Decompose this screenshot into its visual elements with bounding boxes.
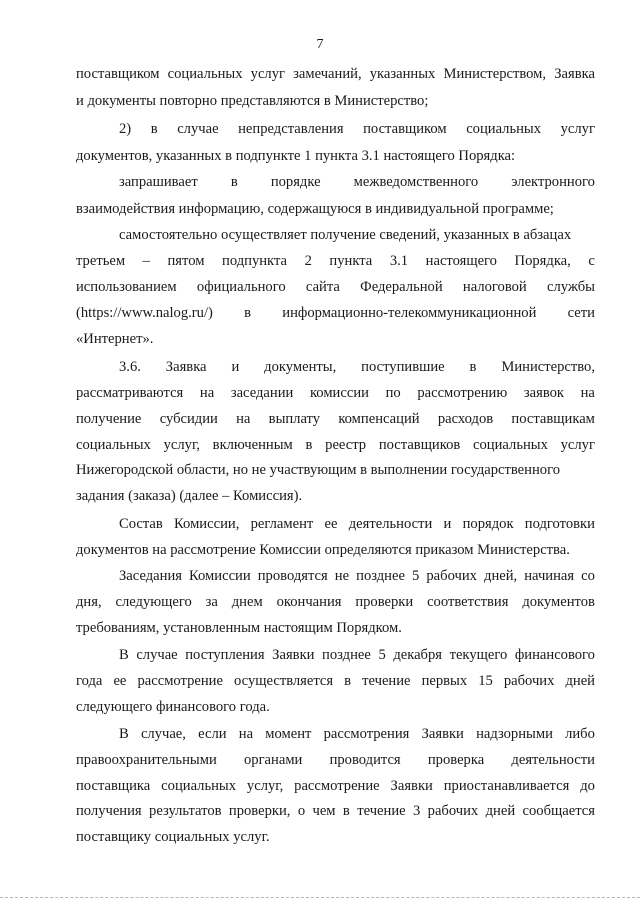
word: и	[443, 516, 452, 532]
word: Федеральной	[360, 279, 443, 295]
text-line	[76, 620, 595, 638]
word: Комиссии	[189, 568, 251, 584]
word: течение	[362, 673, 411, 689]
word: Министерством,	[443, 66, 547, 82]
word: услуг	[250, 66, 285, 82]
word: либо	[565, 726, 595, 742]
word: (https://www.nalog.ru/)	[76, 305, 213, 321]
word: сообщается	[522, 803, 595, 819]
word: социальных	[466, 121, 542, 137]
word: сети	[567, 305, 595, 321]
word: на	[199, 385, 215, 401]
text-line	[76, 174, 595, 192]
word: Порядка,	[514, 253, 571, 269]
word: В	[119, 726, 129, 742]
text-line	[76, 726, 595, 744]
word: финансового	[514, 647, 595, 663]
text-line	[76, 542, 595, 560]
text-line	[76, 359, 595, 377]
line-text: документов, указанных в подпункте 1 пункта 3.1 настоящего Порядка:	[76, 148, 516, 164]
text-line	[76, 227, 595, 245]
text-line	[76, 803, 595, 821]
word: результатов	[149, 803, 222, 819]
word: использованием	[76, 279, 177, 295]
word: с	[588, 253, 595, 269]
word: подготовки	[524, 516, 595, 532]
word: реестр	[325, 437, 367, 453]
word: по	[385, 385, 401, 401]
word: поступившие	[361, 359, 445, 375]
word: ее	[324, 516, 338, 532]
text-line	[76, 148, 595, 166]
text-line	[76, 66, 595, 84]
word: рассмотрение	[294, 778, 380, 794]
word: 3.6.	[119, 359, 141, 375]
text-line	[76, 462, 595, 480]
page-bottom-edge	[0, 897, 640, 898]
text-line	[76, 594, 595, 612]
word: Заявки	[272, 647, 315, 663]
word: поставщиком	[363, 121, 447, 137]
word: комиссии	[309, 385, 369, 401]
word: случае	[136, 647, 178, 663]
word: 5	[378, 647, 386, 663]
word: проводится	[329, 752, 401, 768]
line-text: документов на рассмотрение Комиссии определяются приказом Министерства.	[76, 542, 570, 558]
text-line	[76, 829, 595, 847]
text-line	[76, 647, 595, 665]
word: момент	[265, 726, 312, 742]
word: службы	[547, 279, 595, 295]
word: в	[342, 803, 350, 819]
word: 2)	[119, 121, 132, 137]
word: непредставления	[238, 121, 344, 137]
word: в	[305, 437, 313, 453]
word: третьем	[76, 253, 126, 269]
word: Заседания	[119, 568, 182, 584]
word: социальных	[473, 437, 548, 453]
word: Заявка	[554, 66, 595, 82]
word: проверки,	[228, 803, 291, 819]
text-line	[76, 437, 595, 455]
word: рассмотрения	[323, 726, 410, 742]
word: 2	[304, 253, 312, 269]
text-line	[76, 331, 595, 349]
word: текущего	[449, 647, 508, 663]
word: расходов	[437, 411, 494, 427]
word: выплату	[268, 411, 321, 427]
word: течение	[357, 803, 406, 819]
text-line	[76, 201, 595, 219]
word: услуг	[560, 437, 595, 453]
word: замечаний,	[293, 66, 362, 82]
word: 3.1	[389, 253, 409, 269]
word: на	[580, 385, 595, 401]
word: В	[119, 647, 129, 663]
word: компенсаций	[338, 411, 420, 427]
text-line	[76, 385, 595, 403]
word: официального	[196, 279, 286, 295]
word: Заявки	[390, 778, 433, 794]
word: 3	[412, 803, 421, 819]
word: запрашивает	[119, 174, 198, 190]
word: рассмотрение	[137, 673, 223, 689]
line-text: поставщику социальных услуг.	[76, 829, 270, 845]
word: первых	[421, 673, 468, 689]
word: настоящего	[425, 253, 497, 269]
text-line	[76, 411, 595, 429]
text-line	[76, 488, 595, 506]
word: социальных	[167, 66, 243, 82]
word: правоохранительными	[76, 752, 217, 768]
word: надзорными	[476, 726, 553, 742]
line-text: самостоятельно осуществляет получение сведений, указанных в абзацах	[119, 227, 572, 243]
word: дней	[485, 803, 516, 819]
text-line	[76, 673, 595, 691]
word: получения	[76, 803, 142, 819]
word: 5	[412, 568, 420, 584]
text-line	[76, 305, 595, 323]
word: рассмотрению	[417, 385, 508, 401]
word: если	[198, 726, 227, 742]
word: начиная	[524, 568, 575, 584]
word: услуг,	[246, 778, 284, 794]
word: социальных	[76, 437, 151, 453]
word: соответствия	[427, 594, 509, 610]
word: ее	[113, 673, 127, 689]
word: днем	[231, 594, 263, 610]
word: пятом	[167, 253, 205, 269]
word: субсидии	[159, 411, 218, 427]
word: позднее	[322, 647, 371, 663]
word: проверка	[427, 752, 485, 768]
word: дней,	[484, 568, 518, 584]
line-text: следующего финансового года.	[76, 699, 270, 715]
line-text: «Интернет».	[76, 331, 154, 347]
word: Заявка	[165, 359, 207, 375]
word: документов	[522, 594, 595, 610]
word: регламент	[250, 516, 314, 532]
word: дней	[565, 673, 595, 689]
text-line	[76, 253, 595, 271]
word: о	[297, 803, 306, 819]
word: не	[334, 568, 350, 584]
word: случае,	[140, 726, 186, 742]
text-line	[76, 778, 595, 796]
word: налоговой	[462, 279, 527, 295]
word: Министерство,	[501, 359, 595, 375]
word: в	[344, 673, 352, 689]
line-text: Нижегородской области, но не участвующим в выполнении государственного	[76, 462, 560, 478]
word: рабочих	[426, 568, 477, 584]
line-text: и документы повторно представляются в Министерство;	[76, 93, 429, 109]
line-text: требованиям, установленным настоящим Порядком.	[76, 620, 402, 636]
word: случае	[177, 121, 219, 137]
word: и	[231, 359, 240, 375]
word: в	[469, 359, 477, 375]
word: декабря	[393, 647, 442, 663]
word: 15	[478, 673, 493, 689]
text-line	[76, 93, 595, 111]
word: поступления	[185, 647, 265, 663]
word: в	[150, 121, 158, 137]
word: заявок	[523, 385, 564, 401]
word: деятельности	[511, 752, 595, 768]
word: проводятся	[257, 568, 328, 584]
word: за	[205, 594, 218, 610]
word: в	[230, 174, 238, 190]
word: органами	[243, 752, 303, 768]
word: позднее	[356, 568, 405, 584]
word: чем	[312, 803, 336, 819]
word: указанных	[369, 66, 436, 82]
word: заседании	[230, 385, 294, 401]
word: пункта	[329, 253, 373, 269]
word: социальных	[161, 778, 237, 794]
word: деятельности	[348, 516, 433, 532]
word: –	[142, 253, 150, 269]
word: порядок	[462, 516, 514, 532]
word: услуг,	[163, 437, 200, 453]
word: Заявки	[421, 726, 464, 742]
word: следующего	[115, 594, 192, 610]
page-number: 7	[316, 37, 324, 52]
word: проверки	[355, 594, 414, 610]
word: на	[236, 411, 251, 427]
word: услуг	[560, 121, 595, 137]
word: рабочих	[427, 803, 479, 819]
text-line	[76, 699, 595, 717]
word: приостанавливается	[443, 778, 570, 794]
word: рабочих	[503, 673, 555, 689]
word: межведомственного	[353, 174, 479, 190]
line-text: задания (заказа) (далее – Комиссия).	[76, 488, 303, 504]
word: Состав	[119, 516, 163, 532]
word: дня,	[76, 594, 102, 610]
word: до	[580, 778, 595, 794]
text-line	[76, 516, 595, 534]
word: осуществляется	[234, 673, 334, 689]
word: в	[244, 305, 252, 321]
word: Комиссии,	[174, 516, 240, 532]
word: порядке	[270, 174, 321, 190]
word: рассматриваются	[76, 385, 184, 401]
word: включенным	[212, 437, 293, 453]
word: окончания	[276, 594, 342, 610]
word: сайта	[305, 279, 340, 295]
word: года	[76, 673, 103, 689]
line-text: взаимодействия информацию, содержащуюся в индивидуальной программе;	[76, 201, 554, 217]
word: электронного	[511, 174, 595, 190]
word: информационно-телекоммуникационной	[282, 305, 537, 321]
text-line	[76, 752, 595, 770]
text-line	[76, 279, 595, 297]
word: со	[581, 568, 595, 584]
word: на	[238, 726, 254, 742]
word: документы,	[264, 359, 337, 375]
word: поставщикам	[511, 411, 595, 427]
word: поставщика	[76, 778, 151, 794]
word: получение	[76, 411, 142, 427]
text-line	[76, 121, 595, 139]
text-line	[76, 568, 595, 586]
word: поставщиков	[378, 437, 461, 453]
word: подпункта	[222, 253, 287, 269]
word: поставщиком	[76, 66, 160, 82]
